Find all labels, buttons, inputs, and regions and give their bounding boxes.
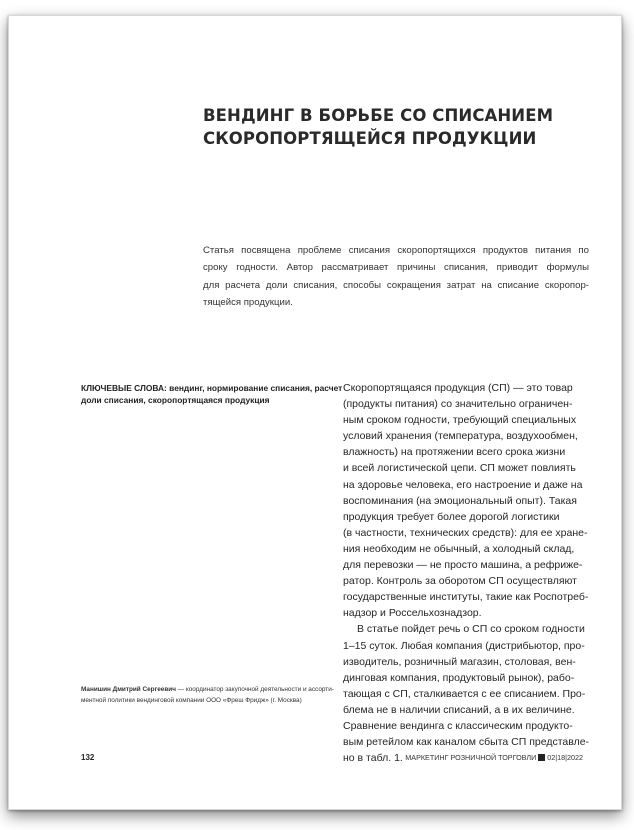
body-line: блема не в наличии списаний, а в их величине.	[343, 703, 575, 716]
body-line: но в табл. 1.	[343, 752, 403, 765]
journal-issue: 02|18|2022	[547, 753, 583, 762]
body-line: и всей логистической цепи. СП может повлиять	[343, 462, 576, 475]
body-line: воспоминания (на эмоциональный опыт). Такая	[343, 494, 577, 507]
body-line: надзор и Россельхознадзор.	[343, 607, 482, 620]
body-line: Скоропортящаяся продукция (СП) — это товар	[343, 382, 573, 394]
abstract-line: для расчета доли списания, способы сокращения затрат на списание скоропор-	[203, 279, 589, 291]
body-line: В статье пойдет речь о СП со сроком годности	[357, 623, 585, 636]
abstract-line: Статья посвящена проблеме списания скоропортящихся продуктов питания по	[203, 245, 589, 256]
body-line: тающая с СП, сталкивается с ее списанием. Про-	[343, 687, 586, 700]
body-line: вым ретейлом как каналом сбыта СП представле-	[343, 736, 590, 749]
body-line: ным сроком годности, требующий специальных	[343, 414, 577, 427]
body-line: государственные институты, такие как Роспотреб-	[343, 591, 589, 604]
keywords-line: КЛЮЧЕВЫЕ СЛОВА: вендинг, нормирование списания, расчет	[81, 383, 343, 393]
author-info	[81, 685, 341, 707]
author-name: Манишин Дмитрий Сергеевич	[81, 686, 176, 693]
body-line: продукция требует более дорогой логистики	[343, 510, 560, 523]
body-line: (в частности, технических средств): для ее хране-	[343, 526, 588, 539]
body-line: изводитель, розничный магазин, столовая, вен-	[343, 655, 576, 668]
article-abstract	[203, 242, 589, 311]
abstract-line: сроку годности. Автор рассматривает причины списания, приводит формулы	[203, 262, 589, 274]
body-line: условий хранения (температура, воздухообмен,	[343, 430, 578, 443]
abstract-line: тящейся продукции.	[203, 296, 293, 308]
journal-footer	[405, 753, 583, 762]
body-line: для перевозки — не просто машина, а рефриже-	[343, 559, 583, 572]
article-title	[203, 104, 583, 150]
keywords-line: доли списания, скоропортящаяся продукция	[81, 394, 270, 405]
body-line: влажность) на протяжении всего срока жизни	[343, 446, 566, 459]
body-line: на здоровье человека, его настроение и даже на	[343, 478, 583, 491]
body-line: 1–15 суток. Любая компания (дистрибьютор, про-	[343, 639, 585, 652]
body-line: ратор. Контроль за оборотом СП осуществляют	[343, 575, 577, 588]
page-number: 132	[81, 753, 95, 762]
journal-name: МАРКЕТИНГ РОЗНИЧНОЙ ТОРГОВЛИ	[405, 753, 537, 762]
keywords	[81, 383, 341, 406]
article-body	[343, 380, 591, 766]
article-title-line: ВЕНДИНГ В БОРЬБЕ СО СПИСАНИЕМ	[203, 106, 554, 125]
body-line: (продукты питания) со значительно ограничен-	[343, 398, 573, 411]
body-line: Сравнение вендинга с классическим продукто-	[343, 719, 573, 732]
body-line: ния необходим не обычный, а холодный склад,	[343, 542, 575, 555]
author-role: — координатор закупочной деятельности и ассорти-	[175, 686, 334, 693]
author-line: ментной политики вендинговой компании ООО «Фреш Фридж» (г. Москва)	[81, 696, 302, 704]
square-separator-icon	[538, 754, 545, 761]
author-line	[81, 685, 341, 696]
magazine-page	[8, 15, 622, 810]
body-line: динговая компания, продуктовый рынок), рабо-	[343, 671, 575, 684]
article-title-line: СКОРОПОРТЯЩЕЙСЯ ПРОДУКЦИИ	[203, 129, 537, 148]
